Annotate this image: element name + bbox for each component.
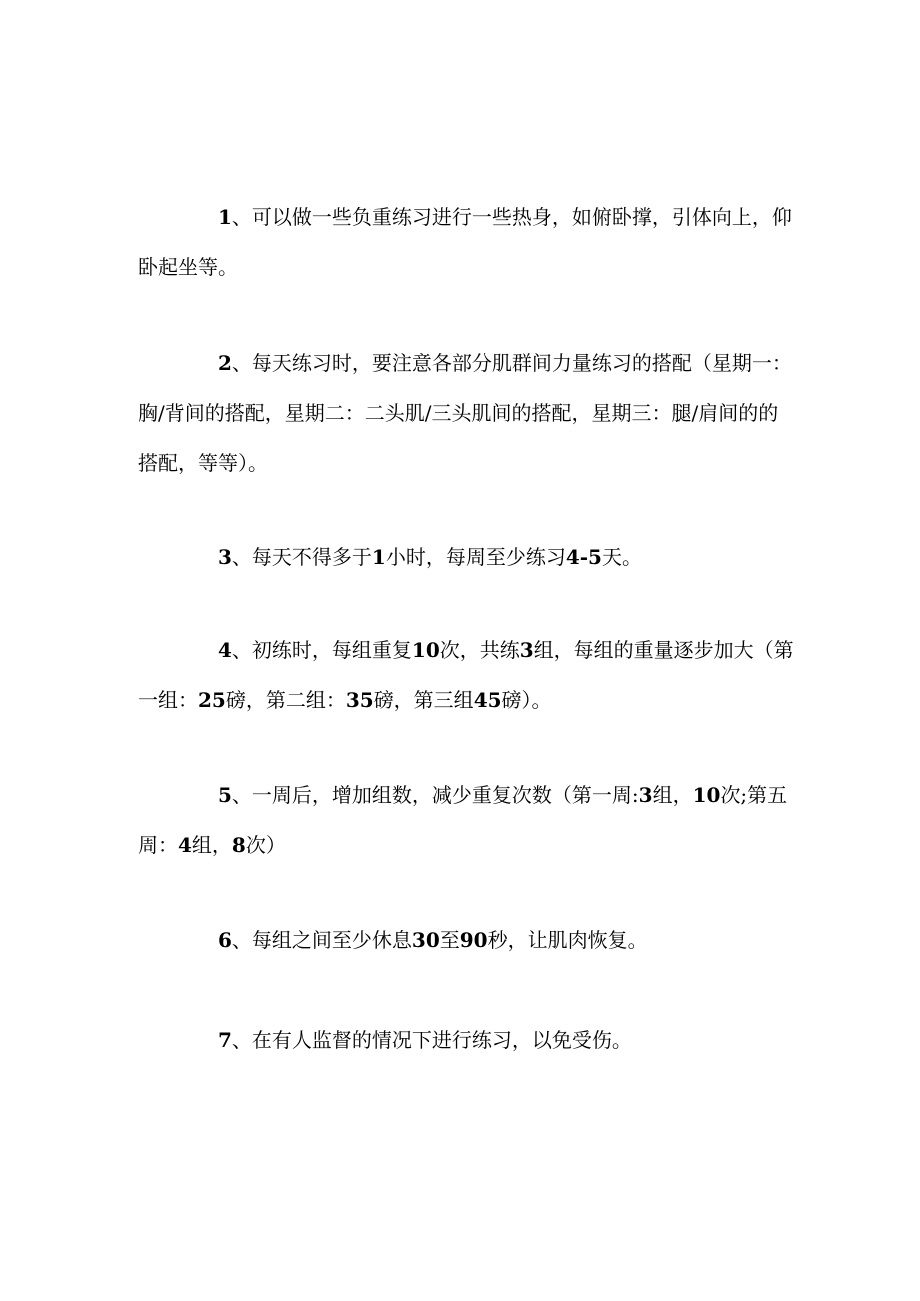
- item-6-text: 、每组之间至少休息: [231, 928, 412, 952]
- item-4-text: 、初练时，每组重复: [231, 638, 412, 662]
- item-2-number: 2: [218, 351, 232, 375]
- item-4-number: 4: [218, 638, 232, 662]
- list-item-4: [138, 625, 798, 725]
- item-1-text: 、可以做一些负重练习进行一些热身，如俯卧撑，引体向上，仰卧起坐等。: [138, 205, 792, 279]
- item-4-text: 次，共练: [439, 638, 520, 662]
- item-5-text: 组，: [652, 783, 693, 807]
- item-4-text: 组，每组的重量逐步加大（第一组：: [138, 638, 794, 712]
- item-4-sets: 3: [519, 638, 534, 662]
- item-6-text: 秒，让肌肉恢复。: [487, 928, 648, 952]
- item-4-weight-2: 35: [345, 688, 374, 712]
- item-5-reps-week-5: 8: [231, 833, 246, 857]
- item-5-reps-week-1: 10: [692, 783, 721, 807]
- item-5-text: 次）: [245, 833, 286, 857]
- item-4-text: 磅）。: [501, 688, 552, 712]
- item-7-number: 7: [218, 1028, 232, 1052]
- list-item-2: [138, 338, 798, 488]
- item-5-text: 次;第五周：: [138, 783, 788, 857]
- item-3-hours: 1: [371, 545, 386, 569]
- item-3-text: 、每天不得多于: [231, 545, 372, 569]
- item-2-text: 、每天练习时，要注意各部分肌群间力量练习的搭配（星期一：胸/背间的搭配，星期二：二头肌/三头肌间的搭配，星期三：腿/肩间的的搭配，等等）。: [138, 351, 792, 475]
- list-item-7: [138, 1015, 798, 1065]
- item-6-rest-min: 30: [411, 928, 440, 952]
- item-3-text: 天。: [601, 545, 642, 569]
- item-4-weight-1: 25: [198, 688, 226, 712]
- item-4-reps: 10: [411, 638, 440, 662]
- item-1-number: 1: [218, 205, 232, 229]
- item-5-number: 5: [218, 783, 232, 807]
- item-3-text: 小时，每周至少练习: [385, 545, 566, 569]
- item-3-days: 4-5: [565, 545, 602, 569]
- item-6-number: 6: [218, 928, 232, 952]
- item-6-rest-max: 90: [459, 928, 488, 952]
- item-5-sets-week-5: 4: [178, 833, 192, 857]
- item-7-text: 、在有人监督的情况下进行练习，以免受伤。: [231, 1028, 632, 1052]
- item-4-text: 磅，第三组: [373, 688, 474, 712]
- item-4-weight-3: 45: [473, 688, 502, 712]
- item-5-text: 、一周后，增加组数，减少重复次数（第一周:: [231, 783, 639, 807]
- item-5-sets-week-1: 3: [638, 783, 653, 807]
- list-item-6: [138, 915, 798, 965]
- item-3-number: 3: [218, 545, 232, 569]
- item-4-text: 磅，第二组：: [225, 688, 346, 712]
- item-5-text: 组，: [191, 833, 232, 857]
- list-item-1: [138, 192, 798, 292]
- list-item-3: [138, 532, 798, 582]
- item-6-text: 至: [439, 928, 460, 952]
- list-item-5: [138, 770, 798, 870]
